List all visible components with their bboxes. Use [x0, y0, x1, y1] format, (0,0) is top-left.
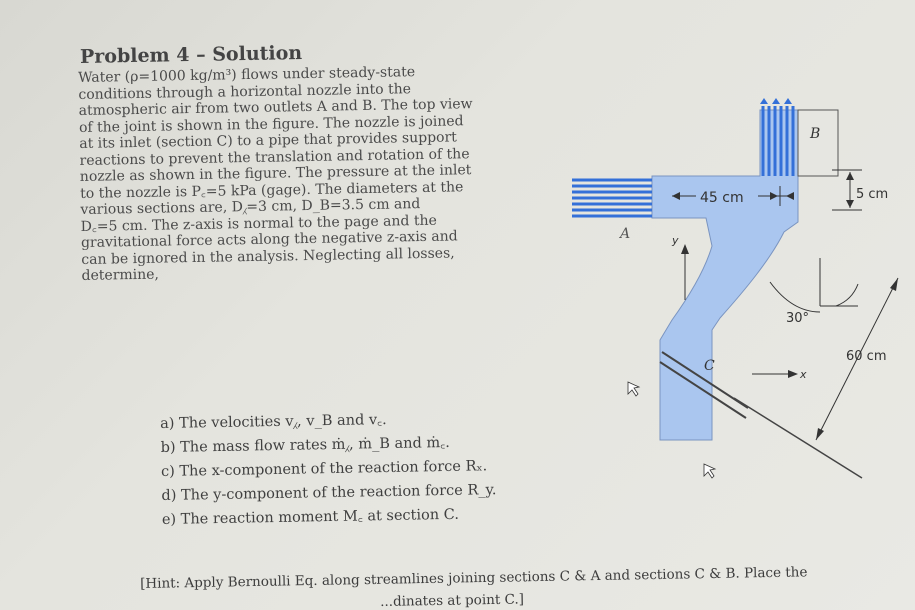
inlet-c-label: C [704, 358, 715, 374]
outlet-b-label: B [810, 126, 821, 142]
dim-45-label: 45 cm [700, 190, 744, 206]
description-line: can be ignored in the analysis. Neglecting all losses, [81, 244, 455, 268]
description-line: gravitational force acts along the negative z-axis and [80, 228, 458, 251]
problem-title: Problem 4 – Solution [79, 42, 303, 68]
task-item: b) The mass flow rates ṁ⁁, ṁ_B and ṁ꜀. [160, 434, 450, 456]
outlet-a-label: A [620, 226, 631, 242]
description-line: reactions to prevent the translation and rotation of the [79, 145, 470, 169]
hint-text: [Hint: Apply Bernoulli Eq. along streamlines joining sections C & A and sections C & B. Place the [140, 564, 808, 592]
cursor-icon [628, 382, 639, 396]
task-item: e) The reaction moment M꜀ at section C. [161, 506, 460, 528]
hint-text-continued: ...dinates at point C.] [380, 591, 525, 610]
description-line: various sections are, D⁁=3 cm, D_B=3.5 cm and [80, 196, 421, 218]
description-line: D꜀=5 cm. The z-axis is normal to the page and the [80, 212, 437, 235]
y-axis [671, 234, 689, 300]
cursor-icon [704, 464, 715, 478]
y-axis-label: y [672, 234, 679, 247]
outlet-a-flow [572, 180, 652, 216]
description-line: to the nozzle is P꜀=5 kPa (gage). The diameters at the [80, 178, 464, 202]
description-line: conditions through a horizontal nozzle into the [78, 80, 412, 103]
description-line: Water (ρ=1000 kg/m³) flows under steady-state [78, 64, 416, 86]
description-line: atmospheric air from two outlets A and B. The top view [78, 96, 473, 119]
x-axis [752, 368, 807, 381]
dimension-5cm [832, 170, 888, 210]
description-line: at its inlet (section C) to a pipe that provides support [79, 129, 457, 152]
description-line: nozzle as shown in the figure. The pressure at the inlet [79, 162, 472, 185]
task-item: c) The x-component of the reaction force Rₓ. [160, 458, 488, 480]
description-line: determine, [81, 266, 160, 284]
description-line: of the joint is shown in the figure. The nozzle is joined [78, 112, 464, 136]
angle-30 [770, 258, 858, 326]
dimension-60cm [816, 278, 898, 440]
task-item: d) The y-component of the reaction force R_y. [161, 482, 497, 504]
task-item: a) The velocities v⁁, v_B and v꜀. [160, 412, 387, 432]
dim-5-label: 5 cm [856, 187, 889, 202]
x-axis-label: x [800, 368, 807, 381]
angle-30-label: 30° [786, 311, 810, 326]
dim-60-label: 60 cm [846, 349, 887, 364]
